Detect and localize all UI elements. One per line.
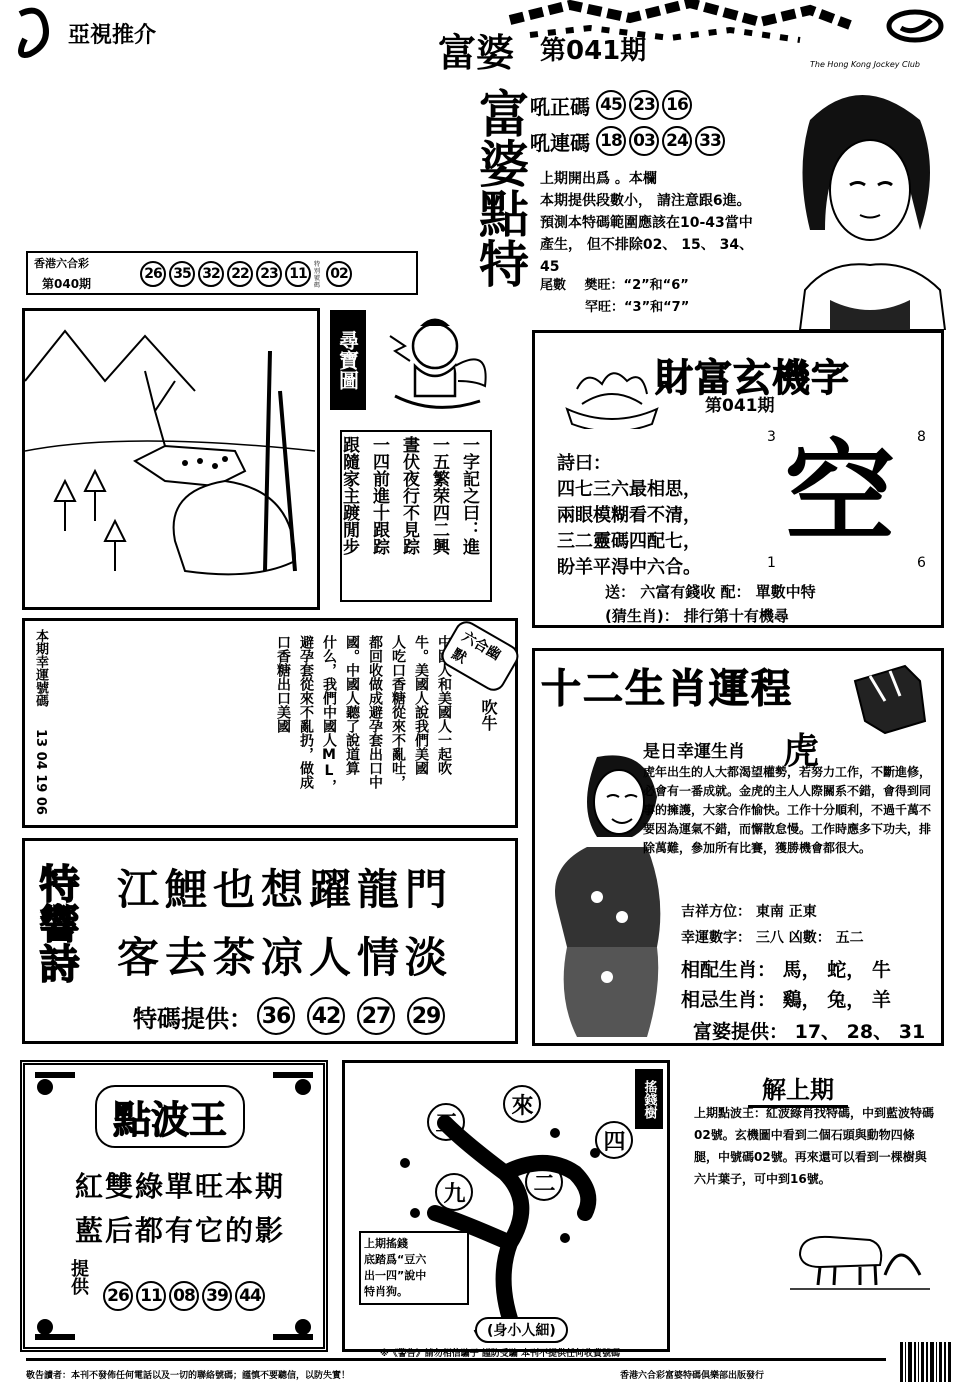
fupo-line: 產生， 但不排除02、 15、 34、 [540,237,754,253]
solve-title: 解上期 [748,1070,848,1108]
tema-poem-box [22,838,518,1044]
farm-animal-icon [790,1215,930,1295]
header-banner [430,0,955,80]
poem-column: 一字記之曰：進 [459,436,479,555]
zodiac-title: 十二生肖運程 [541,665,793,712]
zheng-label: 吼正碼 [530,94,590,119]
joke-side-tag: 吹牛 [479,699,498,731]
zodiac-direction: 吉祥方位： 東南 正東 [681,904,817,920]
poem-column: 跟隨家主踱閒步 [339,436,359,555]
last-result-issue: 第040期 [42,277,92,291]
wave-king-ball: 08 [169,1281,199,1311]
joke-column: 牛。美國人說我們美國 [413,635,429,775]
zodiac-lucky-label: 是日幸運生肖 [643,742,745,762]
caifu-corner-tr: 8 [917,429,926,445]
caption-line: 出一四”說中 [364,1269,427,1282]
fupo-line: 45 [540,259,560,275]
footer-publisher: 香港六合彩富婆特碼俱樂部出版發行 [620,1371,765,1381]
fist-icon [845,661,935,741]
tema-side-title: 特響詩 [33,863,80,983]
caifu-poem-line: 四七三六最相思， [557,479,701,500]
tema-line-2: 客去茶凉人情淡 [117,933,454,982]
caifu-corner-bl: 1 [767,555,776,571]
last-result-balls [140,261,355,289]
joke-column: 國。中國人聽了說道算 [344,635,360,775]
result-ball: 26 [140,261,166,287]
tema-ball: 29 [407,997,445,1035]
result-ball: 23 [256,261,282,287]
zodiac-text: 虎年出生的人大都渴望權勢，若努力工作，不斷進修，必會有一番成就。金虎的主人人際關系不錯，會得到同事的擁護，大家合作愉快。工作十分順利，不過千萬不要因為運氣不錯，而懈散怠慢。工作時應多下功夫，排除萬難，參加所有比賽，獲勝機會都很大。 [643,765,932,855]
tree-fruit: 四 [595,1121,633,1159]
lucky-side-numbers: 13 04 19 06 [33,729,48,815]
result-ball: 32 [198,261,224,287]
fupo-text [540,168,800,278]
tema-ball: 36 [257,997,295,1035]
wave-king-line-1: 紅雙綠單旺本期 [75,1170,286,1203]
zheng-row [530,90,695,120]
deer-landscape-icon [25,311,317,607]
caifu-box [532,330,944,628]
teapot-icon [557,349,667,429]
lian-ball: 24 [662,126,692,156]
money-tree-box [342,1060,670,1352]
poem-column: 晝伏夜行不見踪 [399,436,419,555]
tema-provide-row [133,997,448,1035]
woman-portrait-icon [770,80,950,330]
lian-ball: 03 [629,126,659,156]
joke-column: 人吃口香糖從來不亂吐， [390,635,406,789]
result-ball: 11 [285,261,311,287]
caifu-poem-line: 三二靈碼四配七， [557,531,701,552]
zodiac-box [532,648,944,1046]
special-ball: 02 [326,261,352,287]
caifu-poem [557,451,701,581]
joke-column: 口香糖出口美國 [275,635,291,733]
wave-king-balls [103,1281,268,1311]
jockey-club-text: The Hong Kong Jockey Club [810,60,921,69]
zheng-ball: 16 [662,90,692,120]
footer-warning: ※《警告》請勿相信騙子 謹防受騙 本刊不提供任何收費號碼 [380,1349,621,1359]
wave-king-title: 點波王 [95,1085,245,1148]
tema-provide-label: 特碼提供： [133,1004,253,1033]
wave-king-provide-label: 提供 [68,1259,89,1295]
brand-swirl-icon [10,4,70,64]
solve-text: 上期點波王：紅波綠肖找特碼，中到藍波特碼02號。玄機圖中看到二個石頭與動物四條腿，中號碼02號。再來還可以看到一棵樹與六片葉子，可中到16號。 [694,1106,935,1186]
treasure-map-box [22,308,320,610]
joke-column: 中國人和美國人一起吹 [436,635,452,775]
poem-column: 一四前進十跟踪 [369,436,389,555]
zodiac-provide: 富婆提供： 17、 28、 31 [693,1021,926,1043]
wave-king-ball: 44 [235,1281,265,1311]
caption-line: 底踏爲“豆六 [364,1253,427,1266]
tail-line-2: 罕旺：“3”和“7” [585,300,690,315]
special-label: 特別號碼 [314,261,321,289]
cupid-icon [380,306,500,416]
tail-label: 尾數 [540,278,567,293]
tema-line-1: 江鯉也想躍龍門 [117,865,454,914]
result-ball: 35 [169,261,195,287]
caption-line: 特肖狗。 [364,1285,408,1298]
wave-king-box [20,1060,328,1352]
caifu-poem-line: 盼羊平淂中六合。 [557,557,701,578]
joke-column: 避孕套從來不亂扔，做成 [298,635,314,789]
lian-ball: 18 [596,126,626,156]
treasure-poem-box [340,430,492,602]
header-issue: 第041期 [540,36,647,66]
wave-king-ball: 26 [103,1281,133,1311]
tree-fruit: 來 [503,1085,541,1123]
caifu-big-char: 空 [785,428,895,557]
zodiac-avoid: 相忌生肖： 鷄， 兔， 羊 [681,989,891,1011]
joke-column: 都回收做成避孕套出口中 [367,635,383,789]
caption-line: 上期搖錢 [364,1237,408,1250]
treasure-tag: 尋寶圖 [330,310,366,410]
zodiac-numbers: 幸運數字： 三八 凶數： 五二 [681,930,864,946]
caifu-corner-br: 6 [917,555,926,571]
caifu-title: 財富玄機字 [655,355,851,400]
money-tree-tag: 搖錢樹 [635,1069,663,1129]
lucky-side-label: 本期幸運號碼 [33,629,48,707]
caifu-poem-line: 兩眼模糊看不清， [557,505,701,526]
joke-box [22,618,518,828]
tail-line-1: 樊旺：“2”和“6” [584,278,689,293]
fupo-line: 本期提供段數小， 請注意跟6進。 [540,193,751,209]
treasure-poem [334,436,484,598]
joke-tag: 六合幽默 [437,617,523,695]
fupo-line: 上期開出爲 。本欄 [540,171,657,187]
last-result-box [26,251,418,295]
footer-notice: 敬告讀者：本刊不發佈任何電話以及一切的聯絡號碼；謹慎不要聽信，以防失實！ [26,1371,351,1381]
last-result-game: 香港六合彩 [34,257,89,270]
jockey-club-logo-icon [885,6,945,46]
poem-column: 一五繁荣四二興 [429,436,449,555]
wave-king-line-2: 藍后都有它的影 [75,1214,286,1247]
tema-ball: 27 [357,997,395,1035]
brand-logo [10,4,180,64]
money-tree-caption [359,1231,469,1305]
result-ball: 22 [227,261,253,287]
wave-king-ball: 39 [202,1281,232,1311]
lian-label: 吼連碼 [530,130,590,155]
caifu-guess-line: (猜生肖)： 排行第十有機尋 [605,607,789,625]
fupo-line: 預測本特碼範圍應該在10-43當中 [540,215,753,231]
fupo-vertical-title: 富婆點特 [471,88,530,288]
money-tree-bottom: (身小人細) [475,1317,568,1343]
lian-row [530,126,728,156]
tema-ball: 42 [307,997,345,1035]
caifu-poem-intro: 詩曰： [557,453,611,474]
tail-block [540,275,689,319]
zodiac-lucky-animal: 虎 [783,730,820,772]
caifu-corner-tl: 3 [767,429,776,445]
tree-fruit: 九 [435,1173,473,1211]
barcode-icon [900,1342,952,1382]
tree-fruit: 三 [427,1103,465,1141]
zheng-ball: 45 [596,90,626,120]
joke-text [271,635,455,815]
caifu-send-line: 送： 六富有錢收 配： 單數中特 [605,583,816,601]
brand-text: 亞視推介 [68,23,157,48]
zheng-ball: 23 [629,90,659,120]
lian-ball: 33 [695,126,725,156]
header-title: 富婆 [438,30,515,75]
caifu-issue: 第041期 [705,396,775,416]
joke-column: 什么，我們中國人ML， [321,635,337,793]
zodiac-match: 相配生肖： 馬， 蛇， 牛 [681,959,891,981]
wave-king-ball: 11 [136,1281,166,1311]
tree-fruit: 二 [525,1163,563,1201]
